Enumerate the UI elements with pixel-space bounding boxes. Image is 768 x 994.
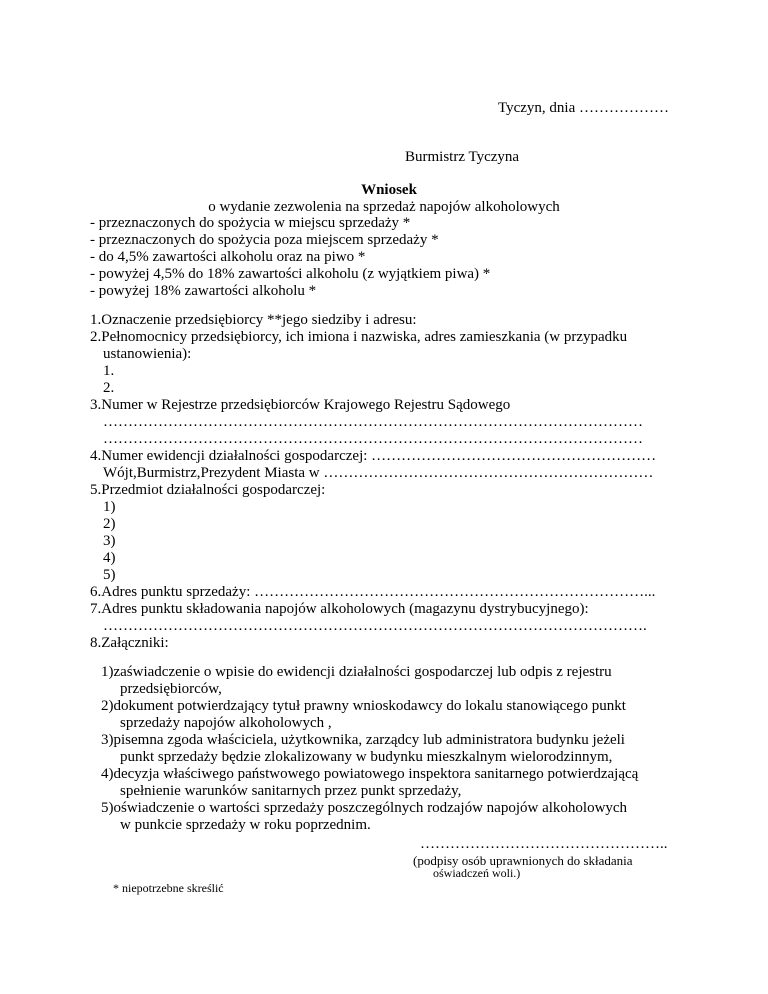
option-item: - przeznaczonych do spożycia w miejscu sprzedaży *	[90, 215, 411, 231]
attachment-item: 1)zaświadczenie o wpisie do ewidencji działalności gospodarczej lub odpis z rejestru	[101, 664, 612, 680]
field-7-label: 7.Adres punktu składowania napojów alkoholowych (magazynu dystrybucyjnego):	[90, 601, 589, 617]
option-item: - przeznaczonych do spożycia poza miejscem sprzedaży *	[90, 232, 439, 248]
attachment-item-cont: punkt sprzedaży będzie zlokalizowany w budynku mieszkalnym wielorodzinnym,	[120, 749, 613, 765]
option-item: - do 4,5% zawartości alkoholu oraz na piwo *	[90, 249, 366, 265]
signature-caption: (podpisy osób uprawnionych do składania	[413, 853, 633, 868]
footnote: * niepotrzebne skreślić	[113, 881, 224, 895]
attachment-item: 2)dokument potwierdzający tytuł prawny wnioskodawcy do lokalu stanowiącego punkt	[101, 698, 626, 714]
option-item: - powyżej 18% zawartości alkoholu *	[90, 283, 317, 299]
field-5-item: 3)	[103, 533, 116, 549]
field-2-item: 1.	[103, 363, 115, 379]
field-4-authority: Wójt,Burmistrz,Prezydent Miasta w …………………………………………………………	[103, 465, 654, 481]
field-3-dots: ………………………………………………………………………………………………	[103, 431, 643, 447]
addressee: Burmistrz Tyczyna	[405, 149, 520, 165]
field-2-label: 2.Pełnomocnicy przedsiębiorcy, ich imiona i nazwiska, adres zamieszkania (w przypadku	[90, 329, 628, 345]
attachment-item-cont: w punkcie sprzedaży w roku poprzednim.	[120, 817, 371, 833]
field-2-label-cont: ustanowienia):	[103, 346, 192, 362]
document-subtitle: o wydanie zezwolenia na sprzedaż napojów alkoholowych	[208, 199, 560, 215]
field-1-label: 1.Oznaczenie przedsiębiorcy **jego siedziby i adresu:	[90, 312, 417, 328]
signature-caption-cont: oświadczeń woli.)	[433, 866, 521, 880]
field-5-label: 5.Przedmiot działalności gospodarczej:	[90, 482, 326, 498]
place-date: Tyczyn, dnia ………………	[498, 100, 670, 116]
attachment-item: 5)oświadczenie o wartości sprzedaży poszczególnych rodzajów napojów alkoholowych	[101, 800, 628, 816]
field-5-item: 2)	[103, 516, 116, 532]
field-3-dots: ………………………………………………………………………………………………	[103, 414, 643, 430]
attachment-item-cont: sprzedaży napojów alkoholowych ,	[120, 715, 332, 731]
field-7-dots: ……………………………………………………………………………………………….	[103, 618, 647, 634]
document-title: Wniosek	[361, 182, 417, 198]
attachment-item: 4)decyzja właściwego państwowego powiatowego inspektora sanitarnego potwierdzającą	[101, 766, 639, 782]
field-4-label: 4.Numer ewidencji działalności gospodarczej: …………………………………………………	[90, 448, 657, 464]
attachment-item-cont: przedsiębiorców,	[120, 681, 222, 697]
field-8-label: 8.Załączniki:	[90, 635, 169, 651]
field-5-item: 4)	[103, 550, 116, 566]
field-2-item: 2.	[103, 380, 115, 396]
signature-dots: …………………………………………..	[420, 836, 668, 852]
field-5-item: 5)	[103, 567, 116, 583]
attachment-item: 3)pisemna zgoda właściciela, użytkownika, zarządcy lub administratora budynku jeżeli	[101, 732, 625, 748]
field-6-label: 6.Adres punktu sprzedaży: ……………………………………………………………………...	[90, 584, 656, 600]
attachment-item-cont: spełnienie warunków sanitarnych przez punkt sprzedaży,	[120, 783, 462, 799]
option-item: - powyżej 4,5% do 18% zawartości alkoholu (z wyjątkiem piwa) *	[90, 266, 491, 282]
field-5-item: 1)	[103, 499, 116, 515]
field-3-label: 3.Numer w Rejestrze przedsiębiorców Krajowego Rejestru Sądowego	[90, 397, 511, 413]
